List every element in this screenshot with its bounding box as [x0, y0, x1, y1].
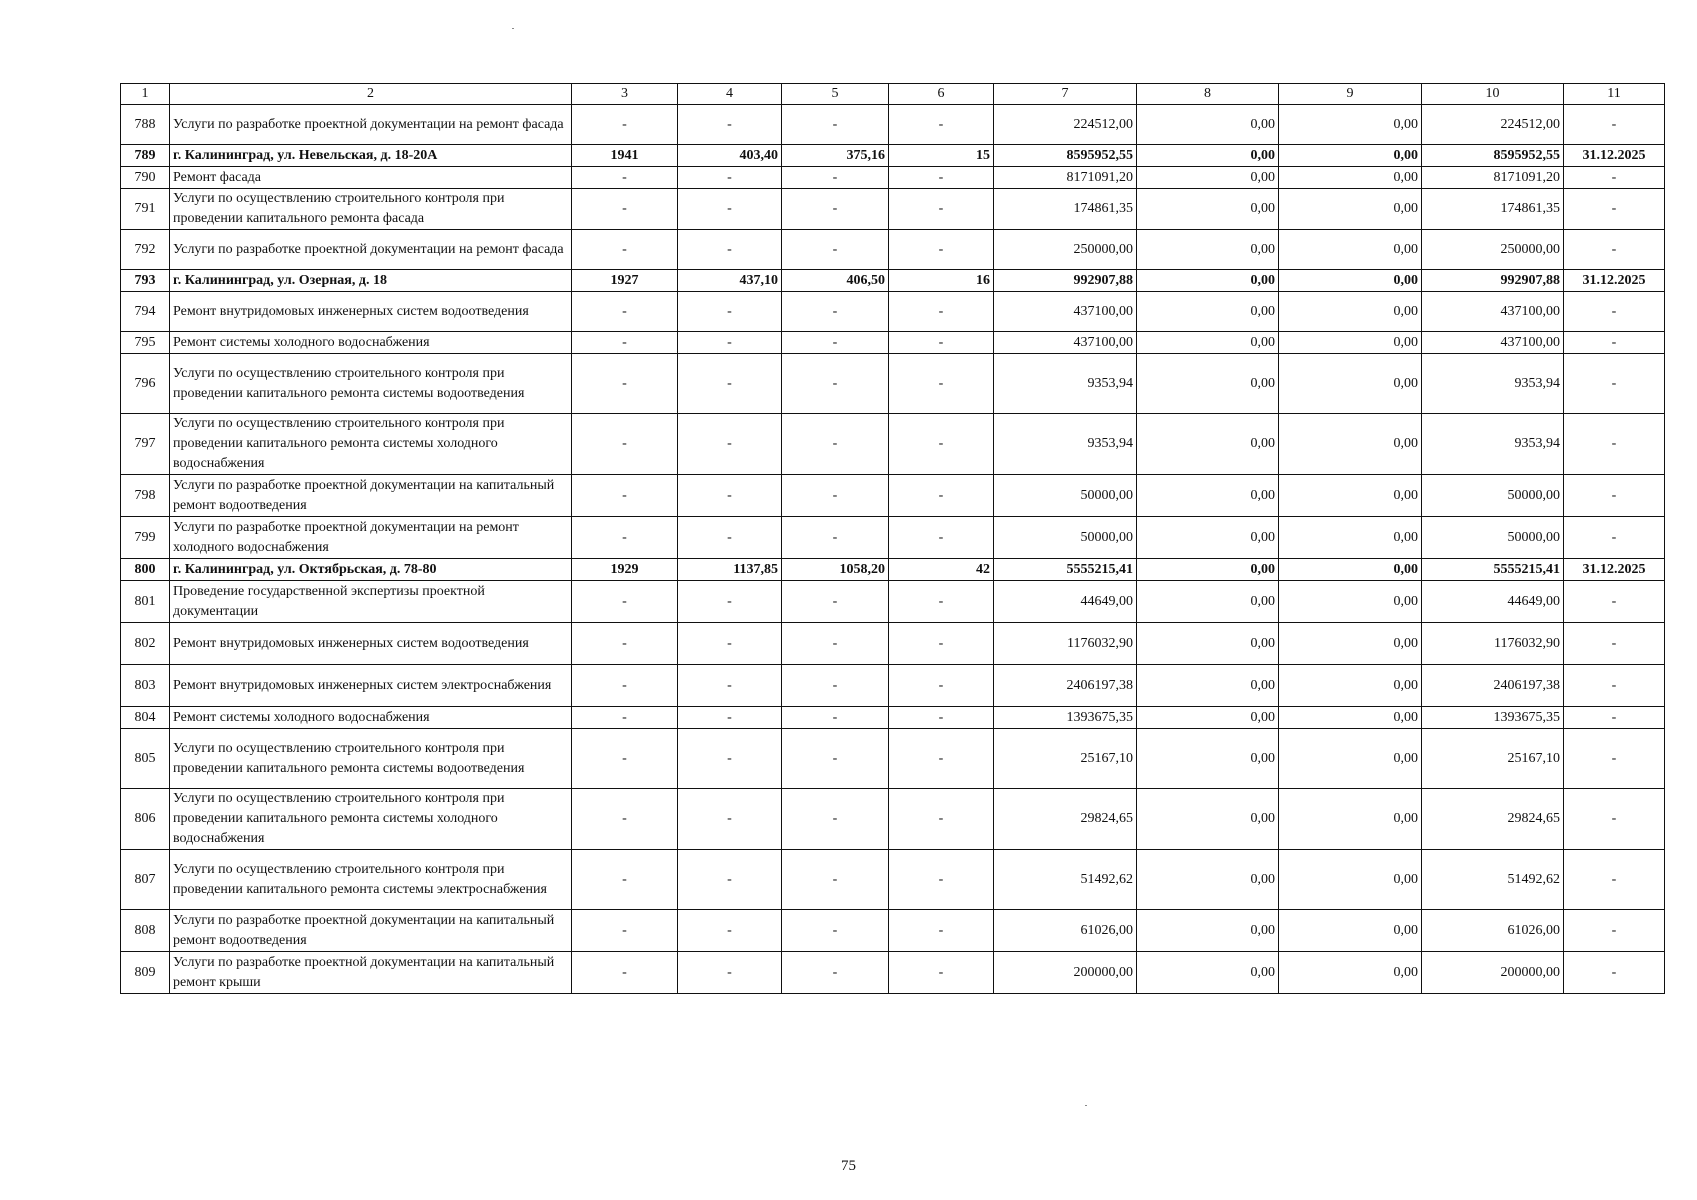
- row-number-cell: 804: [121, 707, 170, 729]
- col4-cell: -: [678, 665, 782, 707]
- description-cell: Услуги по осуществлению строительного контроля при проведении капитального ремонта фасада: [170, 189, 572, 230]
- col9-amount-cell: 0,00: [1279, 581, 1422, 623]
- col11-date-cell: -: [1564, 189, 1665, 230]
- description-cell: Услуги по осуществлению строительного контроля при проведении капитального ремонта системы электроснабжения: [170, 850, 572, 910]
- col9-amount-cell: 0,00: [1279, 623, 1422, 665]
- col3-cell: -: [572, 729, 678, 789]
- row-number-cell: 792: [121, 230, 170, 270]
- row-number-cell: 803: [121, 665, 170, 707]
- col5-cell: -: [782, 623, 889, 665]
- col11-date-cell: -: [1564, 167, 1665, 189]
- col7-amount-cell: 437100,00: [994, 292, 1137, 332]
- col7-amount-cell: 200000,00: [994, 952, 1137, 994]
- description-cell: Услуги по разработке проектной документации на ремонт холодного водоснабжения: [170, 517, 572, 559]
- col11-date-cell: -: [1564, 707, 1665, 729]
- col8-amount-cell: 0,00: [1137, 414, 1279, 475]
- col5-cell: 375,16: [782, 145, 889, 167]
- col4-cell: -: [678, 517, 782, 559]
- work-item-row: [121, 167, 1665, 189]
- col8-amount-cell: 0,00: [1137, 354, 1279, 414]
- column-header: 7: [994, 84, 1137, 105]
- col11-date-cell: -: [1564, 414, 1665, 475]
- work-item-row: [121, 581, 1665, 623]
- col9-amount-cell: 0,00: [1279, 850, 1422, 910]
- col4-cell: -: [678, 230, 782, 270]
- col7-amount-cell: 8171091,20: [994, 167, 1137, 189]
- col6-cell: -: [889, 414, 994, 475]
- column-header: 11: [1564, 84, 1665, 105]
- col3-cell: -: [572, 189, 678, 230]
- column-header: 9: [1279, 84, 1422, 105]
- col7-amount-cell: 250000,00: [994, 230, 1137, 270]
- col8-amount-cell: 0,00: [1137, 850, 1279, 910]
- work-item-row: [121, 850, 1665, 910]
- col7-amount-cell: 174861,35: [994, 189, 1137, 230]
- col5-cell: -: [782, 517, 889, 559]
- work-item-row: [121, 354, 1665, 414]
- col11-date-cell: -: [1564, 292, 1665, 332]
- row-number-cell: 791: [121, 189, 170, 230]
- col8-amount-cell: 0,00: [1137, 729, 1279, 789]
- col11-date-cell: 31.12.2025: [1564, 145, 1665, 167]
- col6-cell: -: [889, 354, 994, 414]
- column-header: 8: [1137, 84, 1279, 105]
- col4-cell: -: [678, 707, 782, 729]
- column-header: 2: [170, 84, 572, 105]
- col7-amount-cell: 25167,10: [994, 729, 1137, 789]
- address-row: [121, 559, 1665, 581]
- col6-cell: -: [889, 292, 994, 332]
- col8-amount-cell: 0,00: [1137, 105, 1279, 145]
- col6-cell: -: [889, 910, 994, 952]
- col10-amount-cell: 992907,88: [1422, 270, 1564, 292]
- col8-amount-cell: 0,00: [1137, 332, 1279, 354]
- col11-date-cell: -: [1564, 105, 1665, 145]
- description-cell: г. Калининград, ул. Невельская, д. 18-20А: [170, 145, 572, 167]
- col3-cell: -: [572, 414, 678, 475]
- col9-amount-cell: 0,00: [1279, 332, 1422, 354]
- col10-amount-cell: 5555215,41: [1422, 559, 1564, 581]
- column-header: 10: [1422, 84, 1564, 105]
- col10-amount-cell: 1393675,35: [1422, 707, 1564, 729]
- scan-speck: [512, 28, 514, 29]
- col6-cell: -: [889, 332, 994, 354]
- description-cell: г. Калининград, ул. Октябрьская, д. 78-80: [170, 559, 572, 581]
- col6-cell: -: [889, 167, 994, 189]
- description-cell: Услуги по разработке проектной документации на капитальный ремонт крыши: [170, 952, 572, 994]
- description-cell: Услуги по разработке проектной документации на ремонт фасада: [170, 230, 572, 270]
- col10-amount-cell: 8595952,55: [1422, 145, 1564, 167]
- col4-cell: -: [678, 623, 782, 665]
- table-body: [121, 84, 1665, 994]
- row-number-cell: 806: [121, 789, 170, 850]
- col3-cell: -: [572, 230, 678, 270]
- address-row: [121, 270, 1665, 292]
- col4-cell: -: [678, 105, 782, 145]
- row-number-cell: 809: [121, 952, 170, 994]
- col7-amount-cell: 9353,94: [994, 414, 1137, 475]
- col5-cell: -: [782, 729, 889, 789]
- col9-amount-cell: 0,00: [1279, 354, 1422, 414]
- col7-amount-cell: 437100,00: [994, 332, 1137, 354]
- col10-amount-cell: 51492,62: [1422, 850, 1564, 910]
- col4-cell: 437,10: [678, 270, 782, 292]
- col4-cell: -: [678, 354, 782, 414]
- row-number-cell: 800: [121, 559, 170, 581]
- col3-cell: -: [572, 623, 678, 665]
- col11-date-cell: -: [1564, 517, 1665, 559]
- col6-cell: -: [889, 230, 994, 270]
- work-item-row: [121, 189, 1665, 230]
- row-number-cell: 796: [121, 354, 170, 414]
- col3-cell: -: [572, 789, 678, 850]
- description-cell: Услуги по разработке проектной документации на капитальный ремонт водоотведения: [170, 475, 572, 517]
- col8-amount-cell: 0,00: [1137, 145, 1279, 167]
- col5-cell: -: [782, 581, 889, 623]
- col11-date-cell: -: [1564, 230, 1665, 270]
- description-cell: Ремонт внутридомовых инженерных систем водоотведения: [170, 292, 572, 332]
- col9-amount-cell: 0,00: [1279, 910, 1422, 952]
- col5-cell: -: [782, 332, 889, 354]
- col6-cell: 16: [889, 270, 994, 292]
- col9-amount-cell: 0,00: [1279, 270, 1422, 292]
- col5-cell: -: [782, 952, 889, 994]
- work-item-row: [121, 517, 1665, 559]
- col5-cell: -: [782, 707, 889, 729]
- col10-amount-cell: 200000,00: [1422, 952, 1564, 994]
- col11-date-cell: -: [1564, 850, 1665, 910]
- col8-amount-cell: 0,00: [1137, 707, 1279, 729]
- col9-amount-cell: 0,00: [1279, 517, 1422, 559]
- col5-cell: -: [782, 414, 889, 475]
- col5-cell: -: [782, 475, 889, 517]
- col5-cell: -: [782, 230, 889, 270]
- description-cell: Ремонт внутридомовых инженерных систем водоотведения: [170, 623, 572, 665]
- col7-amount-cell: 992907,88: [994, 270, 1137, 292]
- col7-amount-cell: 224512,00: [994, 105, 1137, 145]
- col7-amount-cell: 1393675,35: [994, 707, 1137, 729]
- col8-amount-cell: 0,00: [1137, 559, 1279, 581]
- row-number-cell: 797: [121, 414, 170, 475]
- col11-date-cell: 31.12.2025: [1564, 270, 1665, 292]
- row-number-cell: 790: [121, 167, 170, 189]
- col11-date-cell: -: [1564, 332, 1665, 354]
- col9-amount-cell: 0,00: [1279, 105, 1422, 145]
- col10-amount-cell: 50000,00: [1422, 475, 1564, 517]
- col9-amount-cell: 0,00: [1279, 789, 1422, 850]
- col5-cell: -: [782, 910, 889, 952]
- col10-amount-cell: 61026,00: [1422, 910, 1564, 952]
- col6-cell: -: [889, 952, 994, 994]
- col8-amount-cell: 0,00: [1137, 189, 1279, 230]
- col10-amount-cell: 9353,94: [1422, 354, 1564, 414]
- col9-amount-cell: 0,00: [1279, 189, 1422, 230]
- col3-cell: -: [572, 354, 678, 414]
- col8-amount-cell: 0,00: [1137, 270, 1279, 292]
- col6-cell: -: [889, 105, 994, 145]
- col4-cell: -: [678, 729, 782, 789]
- col10-amount-cell: 29824,65: [1422, 789, 1564, 850]
- description-cell: Услуги по разработке проектной документации на ремонт фасада: [170, 105, 572, 145]
- col9-amount-cell: 0,00: [1279, 559, 1422, 581]
- col10-amount-cell: 50000,00: [1422, 517, 1564, 559]
- col7-amount-cell: 50000,00: [994, 517, 1137, 559]
- work-item-row: [121, 952, 1665, 994]
- col6-cell: -: [889, 189, 994, 230]
- col11-date-cell: -: [1564, 952, 1665, 994]
- work-item-row: [121, 414, 1665, 475]
- col5-cell: -: [782, 105, 889, 145]
- col10-amount-cell: 174861,35: [1422, 189, 1564, 230]
- col4-cell: -: [678, 292, 782, 332]
- row-number-cell: 798: [121, 475, 170, 517]
- col3-cell: 1927: [572, 270, 678, 292]
- col6-cell: 15: [889, 145, 994, 167]
- row-number-cell: 794: [121, 292, 170, 332]
- description-cell: Услуги по разработке проектной документации на капитальный ремонт водоотведения: [170, 910, 572, 952]
- col5-cell: -: [782, 789, 889, 850]
- col3-cell: -: [572, 952, 678, 994]
- col3-cell: -: [572, 517, 678, 559]
- description-cell: Ремонт внутридомовых инженерных систем электроснабжения: [170, 665, 572, 707]
- col6-cell: -: [889, 517, 994, 559]
- col8-amount-cell: 0,00: [1137, 910, 1279, 952]
- col7-amount-cell: 50000,00: [994, 475, 1137, 517]
- col4-cell: -: [678, 332, 782, 354]
- col9-amount-cell: 0,00: [1279, 707, 1422, 729]
- col7-amount-cell: 29824,65: [994, 789, 1137, 850]
- row-number-cell: 795: [121, 332, 170, 354]
- col6-cell: -: [889, 581, 994, 623]
- col10-amount-cell: 2406197,38: [1422, 665, 1564, 707]
- col10-amount-cell: 250000,00: [1422, 230, 1564, 270]
- col5-cell: 406,50: [782, 270, 889, 292]
- col3-cell: -: [572, 707, 678, 729]
- col9-amount-cell: 0,00: [1279, 230, 1422, 270]
- row-number-cell: 801: [121, 581, 170, 623]
- col10-amount-cell: 437100,00: [1422, 292, 1564, 332]
- description-cell: Услуги по осуществлению строительного контроля при проведении капитального ремонта системы водоотведения: [170, 729, 572, 789]
- work-item-row: [121, 789, 1665, 850]
- description-cell: Услуги по осуществлению строительного контроля при проведении капитального ремонта системы водоотведения: [170, 354, 572, 414]
- col6-cell: -: [889, 707, 994, 729]
- col11-date-cell: -: [1564, 581, 1665, 623]
- col6-cell: -: [889, 665, 994, 707]
- work-item-row: [121, 230, 1665, 270]
- description-cell: Ремонт фасада: [170, 167, 572, 189]
- col11-date-cell: -: [1564, 623, 1665, 665]
- col10-amount-cell: 9353,94: [1422, 414, 1564, 475]
- col8-amount-cell: 0,00: [1137, 789, 1279, 850]
- column-header: 4: [678, 84, 782, 105]
- col3-cell: -: [572, 475, 678, 517]
- col8-amount-cell: 0,00: [1137, 665, 1279, 707]
- column-numbers-row: [121, 84, 1665, 105]
- description-cell: Ремонт системы холодного водоснабжения: [170, 707, 572, 729]
- col5-cell: -: [782, 292, 889, 332]
- work-item-row: [121, 105, 1665, 145]
- col6-cell: -: [889, 729, 994, 789]
- repair-program-table: [120, 83, 1665, 994]
- description-cell: Услуги по осуществлению строительного контроля при проведении капитального ремонта системы холодного водоснабжения: [170, 414, 572, 475]
- col8-amount-cell: 0,00: [1137, 475, 1279, 517]
- column-header: 6: [889, 84, 994, 105]
- row-number-cell: 799: [121, 517, 170, 559]
- col10-amount-cell: 44649,00: [1422, 581, 1564, 623]
- col5-cell: -: [782, 665, 889, 707]
- col9-amount-cell: 0,00: [1279, 952, 1422, 994]
- col6-cell: -: [889, 623, 994, 665]
- col11-date-cell: -: [1564, 789, 1665, 850]
- col4-cell: -: [678, 167, 782, 189]
- description-cell: Проведение государственной экспертизы проектной документации: [170, 581, 572, 623]
- col8-amount-cell: 0,00: [1137, 230, 1279, 270]
- work-item-row: [121, 665, 1665, 707]
- col4-cell: -: [678, 910, 782, 952]
- row-number-cell: 807: [121, 850, 170, 910]
- description-cell: г. Калининград, ул. Озерная, д. 18: [170, 270, 572, 292]
- col8-amount-cell: 0,00: [1137, 581, 1279, 623]
- col11-date-cell: -: [1564, 729, 1665, 789]
- col3-cell: -: [572, 910, 678, 952]
- col8-amount-cell: 0,00: [1137, 623, 1279, 665]
- col3-cell: 1929: [572, 559, 678, 581]
- page-number: 75: [841, 1158, 856, 1174]
- col8-amount-cell: 0,00: [1137, 517, 1279, 559]
- col7-amount-cell: 9353,94: [994, 354, 1137, 414]
- col3-cell: -: [572, 665, 678, 707]
- col9-amount-cell: 0,00: [1279, 292, 1422, 332]
- col3-cell: 1941: [572, 145, 678, 167]
- col10-amount-cell: 224512,00: [1422, 105, 1564, 145]
- row-number-cell: 802: [121, 623, 170, 665]
- col5-cell: -: [782, 189, 889, 230]
- col7-amount-cell: 51492,62: [994, 850, 1137, 910]
- col10-amount-cell: 1176032,90: [1422, 623, 1564, 665]
- description-cell: Услуги по осуществлению строительного контроля при проведении капитального ремонта системы холодного водоснабжения: [170, 789, 572, 850]
- col11-date-cell: -: [1564, 475, 1665, 517]
- col9-amount-cell: 0,00: [1279, 145, 1422, 167]
- row-number-cell: 805: [121, 729, 170, 789]
- row-number-cell: 808: [121, 910, 170, 952]
- column-header: 3: [572, 84, 678, 105]
- col4-cell: 1137,85: [678, 559, 782, 581]
- description-cell: Ремонт системы холодного водоснабжения: [170, 332, 572, 354]
- column-header: 5: [782, 84, 889, 105]
- col9-amount-cell: 0,00: [1279, 167, 1422, 189]
- work-item-row: [121, 332, 1665, 354]
- col3-cell: -: [572, 332, 678, 354]
- col4-cell: -: [678, 475, 782, 517]
- col4-cell: -: [678, 581, 782, 623]
- col4-cell: -: [678, 789, 782, 850]
- work-item-row: [121, 729, 1665, 789]
- col4-cell: -: [678, 414, 782, 475]
- col11-date-cell: 31.12.2025: [1564, 559, 1665, 581]
- col6-cell: 42: [889, 559, 994, 581]
- col4-cell: 403,40: [678, 145, 782, 167]
- col6-cell: -: [889, 850, 994, 910]
- col9-amount-cell: 0,00: [1279, 729, 1422, 789]
- work-item-row: [121, 475, 1665, 517]
- work-item-row: [121, 707, 1665, 729]
- col10-amount-cell: 8171091,20: [1422, 167, 1564, 189]
- col9-amount-cell: 0,00: [1279, 665, 1422, 707]
- col8-amount-cell: 0,00: [1137, 292, 1279, 332]
- row-number-cell: 788: [121, 105, 170, 145]
- col7-amount-cell: 2406197,38: [994, 665, 1137, 707]
- col11-date-cell: -: [1564, 910, 1665, 952]
- col3-cell: -: [572, 581, 678, 623]
- col6-cell: -: [889, 789, 994, 850]
- row-number-cell: 789: [121, 145, 170, 167]
- col8-amount-cell: 0,00: [1137, 952, 1279, 994]
- col7-amount-cell: 5555215,41: [994, 559, 1137, 581]
- col10-amount-cell: 25167,10: [1422, 729, 1564, 789]
- work-item-row: [121, 292, 1665, 332]
- col7-amount-cell: 44649,00: [994, 581, 1137, 623]
- col3-cell: -: [572, 292, 678, 332]
- col4-cell: -: [678, 952, 782, 994]
- col3-cell: -: [572, 850, 678, 910]
- col8-amount-cell: 0,00: [1137, 167, 1279, 189]
- col5-cell: 1058,20: [782, 559, 889, 581]
- col5-cell: -: [782, 354, 889, 414]
- col10-amount-cell: 437100,00: [1422, 332, 1564, 354]
- col6-cell: -: [889, 475, 994, 517]
- work-item-row: [121, 623, 1665, 665]
- row-number-cell: 793: [121, 270, 170, 292]
- col3-cell: -: [572, 167, 678, 189]
- col7-amount-cell: 8595952,55: [994, 145, 1137, 167]
- col11-date-cell: -: [1564, 354, 1665, 414]
- column-header: 1: [121, 84, 170, 105]
- col3-cell: -: [572, 105, 678, 145]
- col4-cell: -: [678, 189, 782, 230]
- col4-cell: -: [678, 850, 782, 910]
- col7-amount-cell: 61026,00: [994, 910, 1137, 952]
- address-row: [121, 145, 1665, 167]
- col5-cell: -: [782, 850, 889, 910]
- col11-date-cell: -: [1564, 665, 1665, 707]
- col9-amount-cell: 0,00: [1279, 475, 1422, 517]
- scan-speck: [1085, 1105, 1087, 1106]
- col5-cell: -: [782, 167, 889, 189]
- work-item-row: [121, 910, 1665, 952]
- col9-amount-cell: 0,00: [1279, 414, 1422, 475]
- col7-amount-cell: 1176032,90: [994, 623, 1137, 665]
